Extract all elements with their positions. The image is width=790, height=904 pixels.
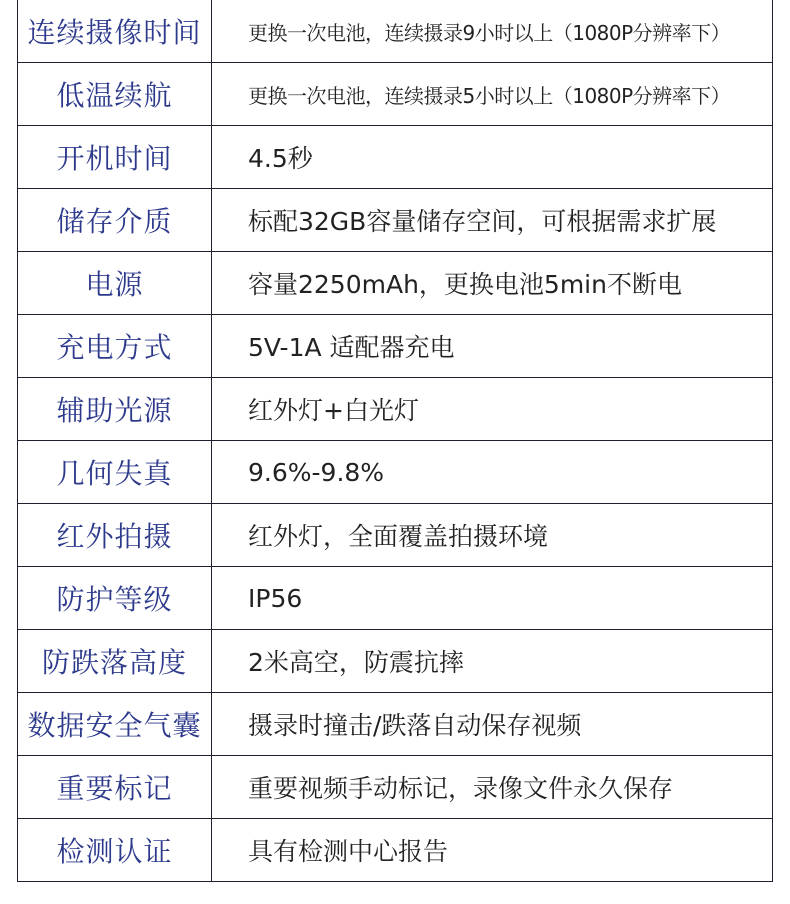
- spec-value: 红外灯+白光灯: [212, 378, 773, 441]
- spec-table: [17, 0, 773, 882]
- spec-value: 更换一次电池，连续摄录9小时以上（1080P分辨率下）: [212, 0, 773, 63]
- spec-value: 5V-1A 适配器充电: [212, 315, 773, 378]
- spec-value: IP56: [212, 567, 773, 630]
- spec-label: 充电方式: [18, 315, 212, 378]
- table-row: [18, 0, 773, 63]
- spec-value: 容量2250mAh，更换电池5min不断电: [212, 252, 773, 315]
- spec-value: 红外灯，全面覆盖拍摄环境: [212, 504, 773, 567]
- spec-label: 数据安全气囊: [18, 693, 212, 756]
- spec-value: 具有检测中心报告: [212, 819, 773, 882]
- table-row: [18, 252, 773, 315]
- spec-label: 储存介质: [18, 189, 212, 252]
- spec-label: 几何失真: [18, 441, 212, 504]
- spec-label: 防跌落高度: [18, 630, 212, 693]
- spec-label: 低温续航: [18, 63, 212, 126]
- table-row: [18, 315, 773, 378]
- table-row: [18, 756, 773, 819]
- table-row: [18, 819, 773, 882]
- table-row: [18, 378, 773, 441]
- table-row: [18, 126, 773, 189]
- table-row: [18, 567, 773, 630]
- table-row: [18, 630, 773, 693]
- table-row: [18, 189, 773, 252]
- table-row: [18, 63, 773, 126]
- table-row: [18, 504, 773, 567]
- spec-value: 摄录时撞击/跌落自动保存视频: [212, 693, 773, 756]
- spec-value: 标配32GB容量储存空间，可根据需求扩展: [212, 189, 773, 252]
- spec-label: 防护等级: [18, 567, 212, 630]
- spec-value: 2米高空，防震抗摔: [212, 630, 773, 693]
- spec-label: 开机时间: [18, 126, 212, 189]
- spec-label: 电源: [18, 252, 212, 315]
- spec-label: 红外拍摄: [18, 504, 212, 567]
- spec-label: 辅助光源: [18, 378, 212, 441]
- table-row: [18, 441, 773, 504]
- spec-value: 重要视频手动标记，录像文件永久保存: [212, 756, 773, 819]
- spec-value: 4.5秒: [212, 126, 773, 189]
- spec-value: 9.6%-9.8%: [212, 441, 773, 504]
- spec-label: 重要标记: [18, 756, 212, 819]
- spec-value: 更换一次电池，连续摄录5小时以上（1080P分辨率下）: [212, 63, 773, 126]
- table-row: [18, 693, 773, 756]
- spec-label: 检测认证: [18, 819, 212, 882]
- spec-label: 连续摄像时间: [18, 0, 212, 63]
